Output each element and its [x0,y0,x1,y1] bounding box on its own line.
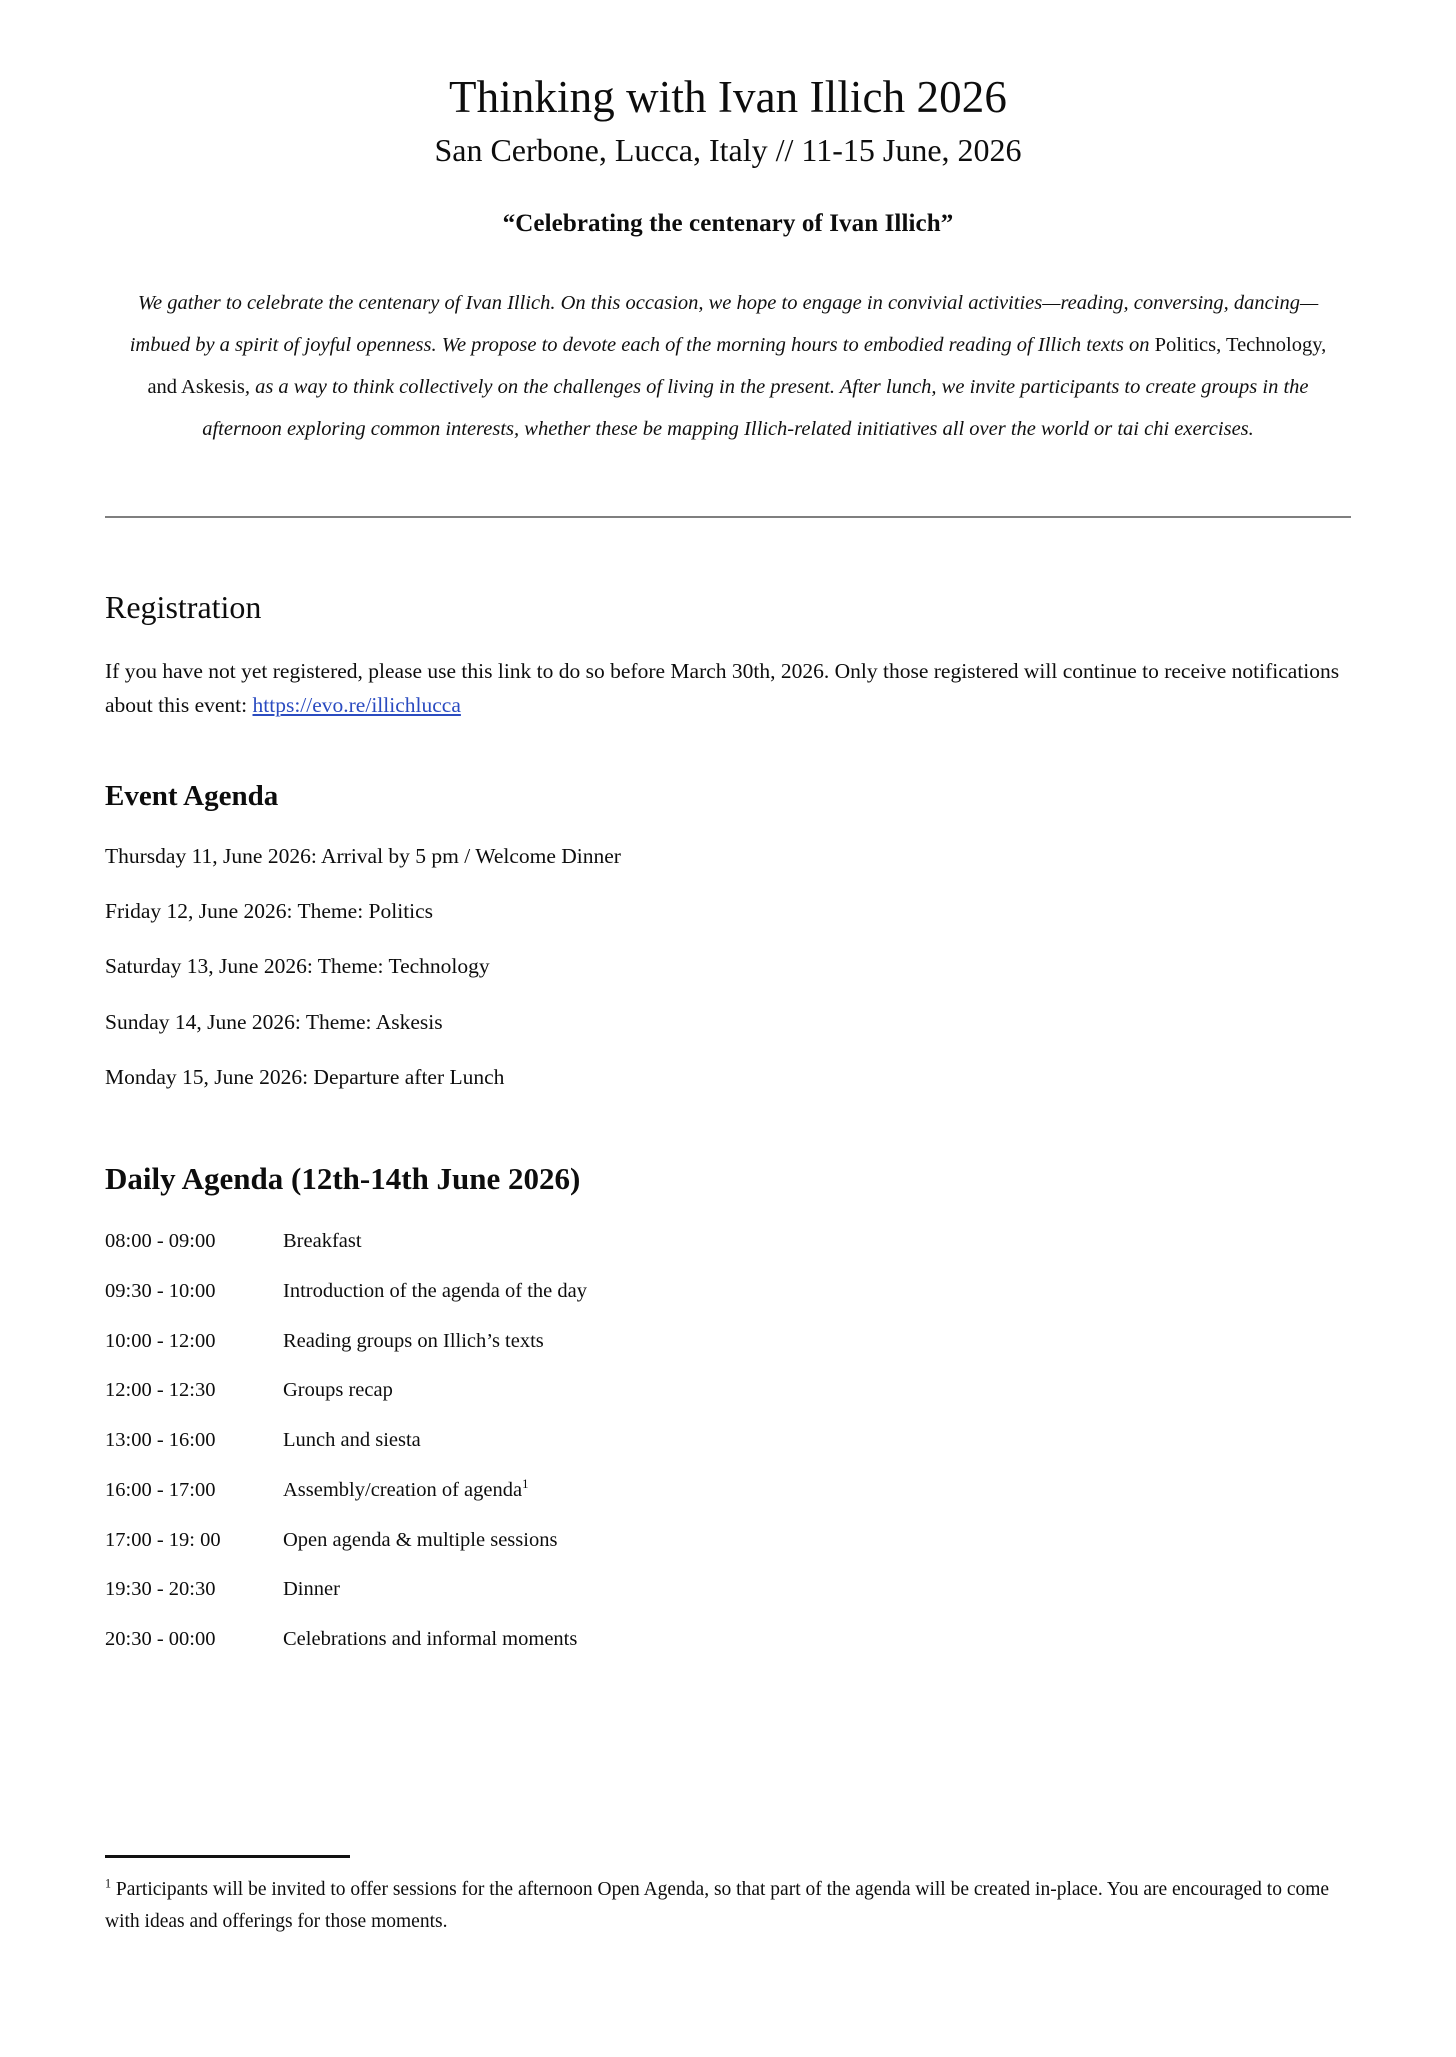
agenda-description-text: Groups recap [283,1379,393,1402]
agenda-description-text: Breakfast [283,1230,362,1253]
agenda-time: 12:00 - 12:30 [105,1379,216,1402]
agenda-time: 08:00 - 09:00 [105,1230,216,1253]
table-row [105,1476,1351,1506]
page-subtitle: San Cerbone, Lucca, Italy // 11-15 June, 2026 [434,132,1022,169]
daily-agenda-heading: Daily Agenda (12th-14th June 2026) [105,1161,581,1197]
event-agenda-heading: Event Agenda [105,779,279,812]
list-item: Thursday 11, June 2026: Arrival by 5 pm / Welcome Dinner [105,843,621,868]
agenda-description [283,1476,1351,1506]
agenda-description-text: Introduction of the agenda of the day [283,1280,587,1303]
registration-heading: Registration [105,589,262,626]
agenda-time: 09:30 - 10:00 [105,1280,216,1303]
intro-roman-terms: Politics, Technology, and Askesis [147,334,1327,399]
agenda-time: 16:00 - 17:00 [105,1478,216,1501]
registration-link[interactable]: https://evo.re/illichlucca [252,692,461,717]
table-row [105,1227,1351,1257]
agenda-description [283,1625,1351,1655]
agenda-description [283,1227,1351,1257]
table-row [105,1426,1351,1456]
table-row [105,1376,1351,1406]
table-row [105,1575,1351,1605]
agenda-description-text: Dinner [283,1578,340,1601]
table-row [105,1327,1351,1357]
agenda-description-text: Lunch and siesta [283,1429,421,1452]
agenda-time: 20:30 - 00:00 [105,1628,216,1651]
section-divider [105,516,1351,518]
event-agenda-list [105,840,1351,1095]
footnote-marker: 1 [105,1876,112,1891]
list-item: Saturday 13, June 2026: Theme: Technology [105,954,490,979]
agenda-description-text: Assembly/creation of agenda [283,1478,523,1501]
agenda-description-text: Celebrations and informal moments [283,1628,578,1651]
footnote-text [105,1874,1351,1937]
agenda-description-text: Open agenda & multiple sessions [283,1528,558,1551]
footnote-marker: 1 [522,1477,529,1492]
page-tagline: “Celebrating the centenary of Ivan Illich” [502,210,954,238]
intro-paragraph [105,282,1351,450]
agenda-time: 19:30 - 20:30 [105,1578,216,1601]
table-row [105,1526,1351,1556]
footnote-body: Participants will be invited to offer sessions for the afternoon Open Agenda, so that part of the agenda will be created in-place. You are encouraged to come with ideas and offerings for those moments. [105,1879,1330,1932]
list-item: Sunday 14, June 2026: Theme: Askesis [105,1009,443,1034]
list-item: Monday 15, June 2026: Departure after Lunch [105,1064,505,1089]
agenda-time: 13:00 - 16:00 [105,1429,216,1452]
agenda-time: 17:00 - 19: 00 [105,1528,221,1551]
table-row [105,1625,1351,1655]
agenda-time: 10:00 - 12:00 [105,1329,216,1352]
registration-body [105,655,1351,723]
footnote-area [105,1855,1351,1937]
agenda-description [283,1376,1351,1406]
title-block [105,0,1351,238]
registration-body-text: If you have not yet registered, please use this link to do so before March 30th, 2026. Only those registered will continue to receive notifications about this event: [105,658,1340,717]
page-title: Thinking with Ivan Illich 2026 [449,72,1007,122]
footnote-separator [105,1855,350,1858]
agenda-description [283,1526,1351,1556]
agenda-description [283,1277,1351,1307]
agenda-description-text: Reading groups on Illich’s texts [283,1329,544,1352]
intro-part-one: We gather to celebrate the centenary of Ivan Illich. On this occasion, we hope to engage in convivial activities—reading, conversing, dancing—imbued by a spirit of joyful openness. We propose to devote each of the morning hours to embodied reading of Illich texts on [129,292,1319,357]
intro-part-two: , as a way to think collectively on the challenges of living in the present. After lunch, we invite participants to create groups in the afternoon exploring common interests, whether these be mapping Illich-related initiatives all over the world or tai chi exercises. [202,376,1309,441]
list-item: Friday 12, June 2026: Theme: Politics [105,898,434,923]
table-row [105,1277,1351,1307]
agenda-description [283,1426,1351,1456]
agenda-description [283,1327,1351,1357]
daily-agenda-list [105,1227,1351,1654]
agenda-description [283,1575,1351,1605]
